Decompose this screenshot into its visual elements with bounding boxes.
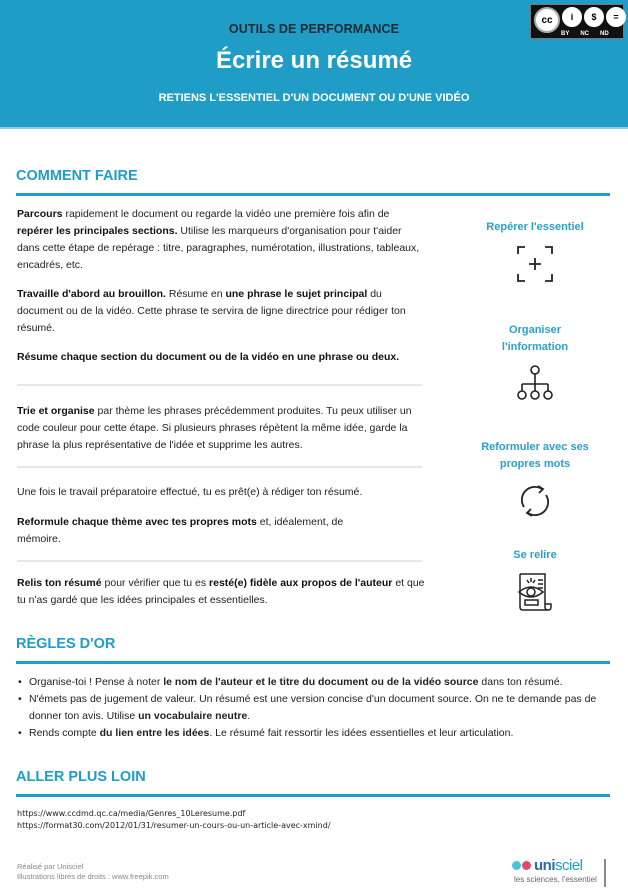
rule-item (17, 691, 612, 725)
emphasis-text: Résume chaque section du document ou de la vidéo en une phrase ou deux. (17, 351, 400, 363)
step-label: Organiser l'information (501, 324, 569, 353)
body-text: Utilise les marqueurs d'organisation pour t'aider dans cette étape de repérage : titre, paragraphes, numérotation, illustrations, tableaux, encadrés, etc. (17, 225, 420, 271)
body-text: dans ton résumé. (478, 676, 563, 688)
reference-links (17, 808, 331, 832)
reference-link[interactable]: https://format30.com/2012/01/31/resumer-un-cours-ou-un-article-avec-xmind/ (17, 821, 331, 830)
body-text: N'émets pas de jugement de valeur. Un résumé est une version concise d'un document source. On ne te demande pas de donner ton avis. Utilise (29, 693, 597, 722)
license-tag-nd: ND (600, 31, 609, 37)
step-card-organiser (460, 322, 610, 404)
emphasis-text: Trie et organise (17, 405, 95, 417)
step-card-relire (460, 547, 610, 612)
emphasis-text: Reformule chaque thème avec tes propres mots (17, 516, 257, 528)
section-rule (16, 794, 610, 797)
license-tag-nc: NC (580, 31, 590, 37)
emphasis-text: une phrase le sujet principal (225, 288, 368, 300)
logo-wordmark: unisciel (534, 857, 583, 874)
body-text: Organise-toi ! Pense à noter (29, 676, 164, 688)
body-text: et, idéalement, de mémoire. (17, 516, 344, 545)
attribution-icon: i (562, 7, 582, 27)
emphasis-text: repérer les principales sections. (17, 225, 178, 237)
page-title: Écrire un résumé (215, 47, 413, 74)
rule-item (17, 725, 612, 742)
divider (17, 560, 422, 562)
step-label: Reformuler avec ses propres mots (481, 441, 589, 470)
emphasis-text: le nom de l'auteur et le titre du document ou de la vidéo source (163, 676, 479, 688)
body-text: Rends compte (29, 727, 100, 739)
body-text: par thème les phrases précédemment produites. Tu peux utiliser un code couleur pour cette étape. Si plusieurs phrases répètent la même idée, garde la phrase la plus représentative de l'idée et supprime les autres. (17, 405, 412, 451)
step-paragraph (17, 286, 427, 337)
hierarchy-icon (515, 364, 555, 404)
step-paragraph (17, 514, 347, 548)
divider (17, 466, 422, 468)
footer-credits (17, 862, 169, 882)
logo-tagline: les sciences, l'essentiel (514, 875, 597, 884)
body-text: pour vérifier que tu es (101, 577, 210, 589)
refresh-cycle-icon (515, 481, 555, 521)
step-paragraph (17, 484, 427, 501)
focus-crosshair-icon (515, 244, 555, 284)
body-text: du document ou de la vidéo. Cette phrase te servira de ligne directrice pour rédiger ton résumé. (17, 288, 406, 334)
reference-link[interactable]: https://www.ccdmd.qc.ca/media/Genres_10Leresume.pdf (17, 809, 246, 818)
body-text: et que tu n'as gardé que les idées principales et essentielles. (17, 577, 425, 606)
emphasis-text: un vocabulaire neutre (138, 710, 248, 722)
emphasis-text: resté(e) fidèle aux propos de l'auteur (209, 577, 393, 589)
cc-license-badge[interactable] (530, 4, 624, 39)
section-title-comment-faire: COMMENT FAIRE (16, 168, 138, 184)
step-paragraph (17, 349, 427, 366)
page-subtitle: RETIENS L'ESSENTIEL D'UN DOCUMENT OU D'UNE VIDÉO (158, 92, 470, 104)
rules-list (17, 674, 612, 742)
step-card-reformuler (460, 439, 610, 521)
step-label: Repérer l'essentiel (486, 221, 584, 233)
rule-item (17, 674, 612, 691)
license-tag-by: BY (561, 31, 570, 37)
header-banner (0, 0, 628, 129)
emphasis-text: Relis ton résumé (17, 577, 102, 589)
section-title-regles-dor: RÈGLES D'OR (16, 636, 116, 652)
section-rule (16, 661, 610, 664)
noderivatives-icon: = (606, 7, 626, 27)
header-kicker: OUTILS DE PERFORMANCE (228, 22, 400, 36)
step-label: Se relire (513, 549, 557, 561)
step-card-reperer (460, 219, 610, 284)
noncommercial-icon: $ (584, 7, 604, 27)
body-text: . Le résumé fait ressortir les idées essentielles et leur articulation. (209, 727, 514, 739)
section-rule (16, 193, 610, 196)
credit-author: Réalisé par Unisciel (17, 862, 84, 871)
step-paragraph (17, 403, 427, 454)
logo-dot-blue (512, 861, 521, 870)
unisciel-logo (512, 857, 612, 889)
step-paragraph (17, 575, 427, 609)
body-text: rapidement le document ou regarde la vidéo une première fois afin de (62, 208, 390, 220)
divider (17, 384, 422, 386)
body-text: . (247, 710, 251, 722)
emphasis-text: Parcours (17, 208, 63, 220)
step-paragraph (17, 206, 427, 274)
emphasis-text: du lien entre les idées (99, 727, 210, 739)
section-title-aller-plus-loin: ALLER PLUS LOIN (16, 769, 146, 785)
cc-icon: cc (534, 7, 560, 33)
emphasis-text: Travaille d'abord au brouillon. (17, 288, 166, 300)
body-text: Une fois le travail préparatoire effectué, tu es prêt(e) à rédiger ton résumé. (17, 486, 363, 498)
credit-illustrations: Illustrations libres de droits : www.freepik.com (17, 872, 169, 881)
logo-dot-pink (522, 861, 531, 870)
document-eye-icon (515, 572, 555, 612)
logo-bar (604, 859, 606, 887)
body-text: Résume en (165, 288, 226, 300)
